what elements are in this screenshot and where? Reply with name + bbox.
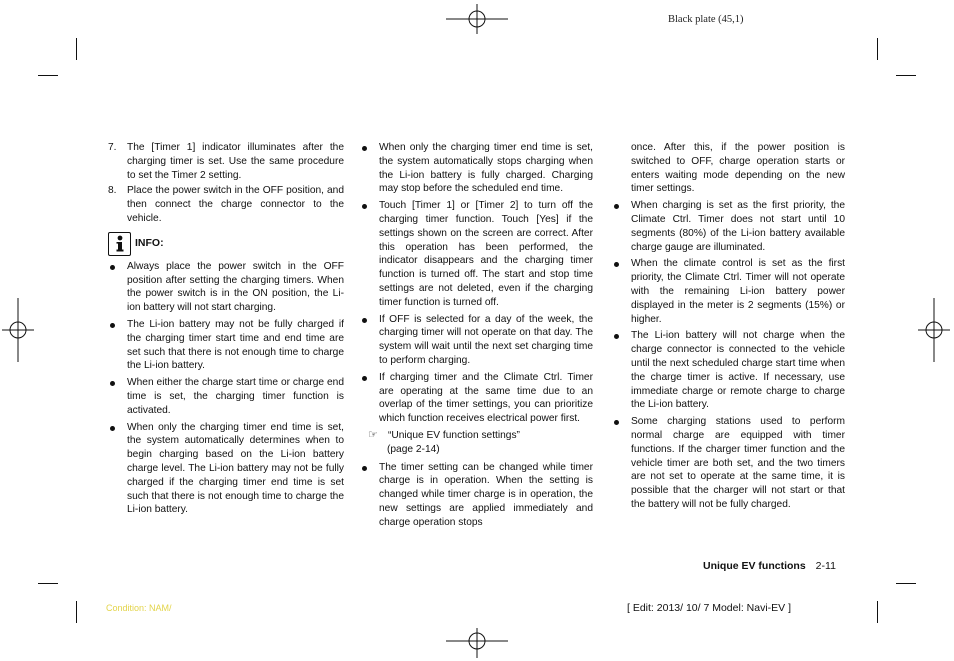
crop-mark xyxy=(76,38,77,60)
reference-hand-icon: ☞ xyxy=(368,428,378,441)
step-text: The [Timer 1] indicator illuminates after the charging timer is set. Use the same procedure to set the Timer 2 setting. xyxy=(127,142,344,181)
reference-title: “Unique EV function settings” xyxy=(388,429,520,441)
info-icon xyxy=(108,232,131,256)
info-heading xyxy=(108,232,344,256)
registration-mark-bottom xyxy=(446,628,508,658)
bullet-item: Always place the power switch in the OFF position after setting the charging timers. When the power switch is in the ON position, the Li-ion battery will not start charging. xyxy=(108,260,344,315)
step-item xyxy=(108,141,344,182)
column-3 xyxy=(612,141,845,515)
condition-label: Condition: NAM/ xyxy=(106,603,172,613)
crop-mark xyxy=(38,583,58,584)
edit-info: [ Edit: 2013/ 10/ 7 Model: Navi-EV ] xyxy=(627,602,792,614)
bullet-item: When charging is set as the first priority, the Climate Ctrl. Timer does not start until 10 segments (80%) of the Li-ion battery available charge gauge are illuminated. xyxy=(612,199,845,254)
step-number: 8. xyxy=(108,185,117,197)
step-number: 7. xyxy=(108,142,117,153)
registration-mark-right xyxy=(918,298,950,362)
bullet-item: When only the charging timer end time is set, the system automatically determines when to begin charging based on the Li-ion battery charge level. The Li-ion battery may not be fully charged if the charging timer end time is set such that there is not enough time to charge the Li-ion battery. xyxy=(108,421,344,518)
crop-mark xyxy=(76,601,77,623)
crop-mark xyxy=(38,75,58,76)
crop-mark xyxy=(896,75,916,76)
info-i-glyph xyxy=(114,235,126,253)
bullet-item: The Li-ion battery may not be fully charged if the charging timer start time and end time are set such that there is not enough time to charge the Li-ion battery. xyxy=(108,318,344,373)
bullet-item: When only the charging timer end time is set, the system automatically stops charging when the Li-ion battery is fully charged. Charging may stop before the scheduled end time. xyxy=(360,141,593,196)
crop-mark xyxy=(877,601,878,623)
registration-mark-left xyxy=(2,298,34,362)
reference-page: (page 2-14) xyxy=(387,443,440,455)
crop-mark xyxy=(877,38,878,60)
bullet-item: The timer setting can be changed while timer charge is in operation. When the setting is changed while timer charge is in operation, the new settings are applied immediately and charge operation stops xyxy=(360,461,593,530)
column-2 xyxy=(360,141,593,533)
step-text: Place the power switch in the OFF position, and then connect the charge connector to the vehicle. xyxy=(127,185,344,224)
registration-mark-top xyxy=(446,4,508,34)
info-label: INFO: xyxy=(135,236,164,249)
crop-mark xyxy=(896,583,916,584)
continuation-text: once. After this, if the power position is switched to OFF, charge operation starts or enters waiting mode depending on the new timer settings. xyxy=(631,142,845,195)
bullet-item: Some charging stations used to perform normal charge are equipped with timer functions. If the charger timer function and the vehicle timer are both set, and the two timers are not set to operate at the same time, it is possible that the charger will not start or that the battery will not be fully charged. xyxy=(612,415,845,512)
page-reference[interactable] xyxy=(360,429,593,457)
column-1 xyxy=(108,141,344,520)
section-name: Unique EV functions xyxy=(703,560,806,572)
bullet-item: If charging timer and the Climate Ctrl. Timer are operating at the same time due to an overlap of the timer settings, you can prioritize which function receives electrical power first. xyxy=(360,371,593,426)
plate-label: Black plate (45,1) xyxy=(668,14,744,25)
bullet-item: The Li-ion battery will not charge when the charge connector is connected to the vehicle until the next scheduled charge start time when the charge timer is active. If necessary, use immediate charge or remote charge to charge the Li-ion battery. xyxy=(612,329,845,412)
bullet-item: When the climate control is set as the first priority, the Climate Ctrl. Timer will not operate with the remaining Li-ion battery power displayed in the meter is 2 segments (15%) or higher. xyxy=(612,257,845,326)
bullet-item: If OFF is selected for a day of the week, the charging timer will not operate on that day. The system will wait until the next set charging time to perform charging. xyxy=(360,313,593,368)
step-item xyxy=(108,184,344,225)
footer-section xyxy=(703,560,836,572)
bullet-item: When either the charge start time or charge end time is set, the charging timer function is activated. xyxy=(108,376,344,417)
page-number: 2-11 xyxy=(815,560,836,572)
bullet-item: Touch [Timer 1] or [Timer 2] to turn off the charging timer function. Touch [Yes] if the settings shown on the screen are correct. After this operation has been performed, the indicator disappears and the charging timer function is turned off. The start and stop time settings are not deleted, even if the charging timer function is turned off. xyxy=(360,199,593,309)
